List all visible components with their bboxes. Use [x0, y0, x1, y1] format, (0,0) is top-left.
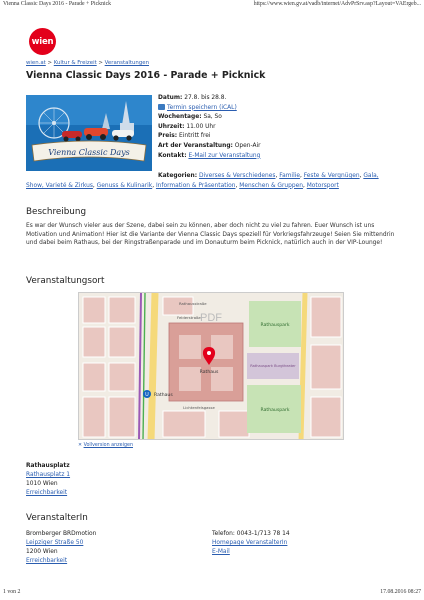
- map-label-rathauspark-bottom: Rathauspark: [260, 408, 290, 413]
- map-label-lichtenfelsgasse: Lichtenfelsgasse: [183, 405, 215, 410]
- organizer-city: 1200 Wien: [26, 549, 58, 555]
- location-map[interactable]: [78, 292, 344, 440]
- map-graphic: [79, 293, 344, 440]
- category-link[interactable]: Familie: [279, 173, 300, 179]
- svg-text:U: U: [145, 392, 149, 398]
- organizer-street-link[interactable]: Leipziger Straße 50: [26, 540, 84, 546]
- kontakt-label: Kontakt:: [158, 152, 187, 159]
- banner-text: Vienna Classic Days: [48, 148, 130, 157]
- breadcrumb-link-wien-at[interactable]: wien.at: [26, 60, 46, 66]
- kategorien-label: Kategorien:: [158, 173, 198, 179]
- print-footer-page: 1 von 2: [3, 589, 21, 595]
- art-value: Open-Air: [234, 142, 261, 149]
- map-label-pdf: PDF: [200, 312, 222, 324]
- organizer-email-link[interactable]: E-Mail: [212, 549, 230, 555]
- print-header-title: Vienna Classic Days 2016 - Parade + Picknick: [3, 1, 112, 7]
- organizer-homepage-link[interactable]: Homepage VeranstalterIn: [212, 540, 288, 546]
- wochentage-value: Sa, So: [203, 114, 222, 121]
- wochentage-label: Wochentage:: [158, 114, 202, 121]
- map-label-felderstrasse: Felderstraße: [177, 315, 201, 320]
- venue-name: Rathausplatz: [26, 463, 70, 469]
- breadcrumb-link-veranstaltungen[interactable]: Veranstaltungen: [104, 60, 150, 66]
- map-fullversion-label: Vollversion anzeigen: [83, 443, 133, 448]
- venue-street-link[interactable]: Rathausplatz 1: [26, 472, 71, 478]
- breadcrumb-separator: >: [47, 60, 53, 66]
- venue-city: 1010 Wien: [26, 481, 58, 487]
- category-link[interactable]: Feste & Vergnügen: [303, 173, 360, 179]
- print-footer-date: 17.08.2016 08:27: [380, 589, 421, 595]
- event-image: [26, 95, 152, 171]
- category-link[interactable]: Genuss & Kulinarik: [96, 182, 153, 189]
- map-fullversion-link[interactable]: [78, 443, 133, 448]
- organizer-reach-link[interactable]: Erreichbarkeit: [26, 558, 68, 564]
- map-label-station: Rathaus: [154, 393, 173, 398]
- kontakt-email-link[interactable]: E-Mail zur Veranstaltung: [188, 152, 261, 159]
- categories: Kategorien: Diverses & Verschiedenes, Familie, Feste & Vergnügen, Gala, Show, Varieté & Zirkus, Genuss & Kulinarik, Information & Präsentation, Menschen & Gruppen, Motorsport: [26, 173, 379, 189]
- expand-icon: ✕: [78, 443, 83, 448]
- event-details: [158, 94, 398, 161]
- uhrzeit-label: Uhrzeit:: [158, 123, 185, 130]
- calendar-icon: [158, 104, 165, 110]
- print-header-url: https://www.wien.gv.at/vadb/internet/AdvPrSrv.asp?Layout=VAErgeb...: [253, 1, 421, 7]
- breadcrumb-link-kultur[interactable]: Kultur & Freizeit: [53, 60, 97, 66]
- page-title: Vienna Classic Days 2016 - Parade + Picknick: [26, 70, 266, 81]
- beschreibung-heading: Beschreibung: [26, 207, 87, 217]
- print-header: [0, 1, 424, 11]
- art-label: Art der Veranstaltung:: [158, 142, 233, 149]
- veranstaltungsort-heading: Veranstaltungsort: [26, 276, 105, 286]
- uhrzeit-value: 11.00 Uhr: [186, 123, 216, 130]
- datum-label: Datum:: [158, 95, 183, 101]
- map-label-rathaus: Rathaus: [199, 370, 219, 375]
- wien-logo[interactable]: wien: [29, 28, 56, 55]
- print-footer: [0, 589, 424, 599]
- event-illustration: [26, 95, 152, 171]
- preis-value: Eintritt frei: [178, 133, 211, 140]
- category-link[interactable]: Menschen & Gruppen: [239, 182, 303, 189]
- organizer-address: [26, 530, 96, 566]
- preis-label: Preis:: [158, 133, 178, 140]
- map-label-rathauspark-top: Rathauspark: [260, 323, 290, 328]
- category-link[interactable]: Diverses & Verschiedenes: [198, 173, 276, 179]
- map-label-burgtheater: Rathauspark Burgtheater: [250, 364, 296, 368]
- map-label-rathausstrasse: Rathausstraße: [179, 301, 207, 306]
- veranstalterin-heading: VeranstalterIn: [26, 513, 88, 523]
- ical-link[interactable]: Termin speichern (iCAL): [167, 104, 237, 111]
- category-link[interactable]: Motorsport: [306, 182, 339, 189]
- venue-address: [26, 462, 70, 498]
- category-link[interactable]: Information & Präsentation: [155, 182, 236, 189]
- beschreibung-text: Es war der Wunsch vieler aus der Szene, dabei sein zu können, aber doch nicht zu viel zu fahren. Euer Wunsch ist uns Motivation und Animation! Hier ist die Variante der Vienna Classic Days speziell für Vorkriegsfahrzeuge! Seien Sie mittendrin und dabei beim Rathaus, bei der Ringstraßenparade und im Donauturm beim Picknick, natürlich auch in der VIP-Lounge!: [26, 223, 395, 247]
- venue-reach-link[interactable]: Erreichbarkeit: [26, 490, 68, 496]
- organizer-phone: Telefon: 0043-1/713 78 14: [212, 531, 290, 537]
- organizer-name: Bromberger BRDmotion: [26, 531, 97, 537]
- breadcrumb: [26, 60, 149, 66]
- category-link[interactable]: Gala, Show, Varieté & Zirkus: [26, 173, 379, 189]
- organizer-contact: [212, 530, 290, 557]
- datum-value: 27.8. bis 28.8.: [184, 95, 227, 101]
- breadcrumb-separator: >: [98, 60, 103, 66]
